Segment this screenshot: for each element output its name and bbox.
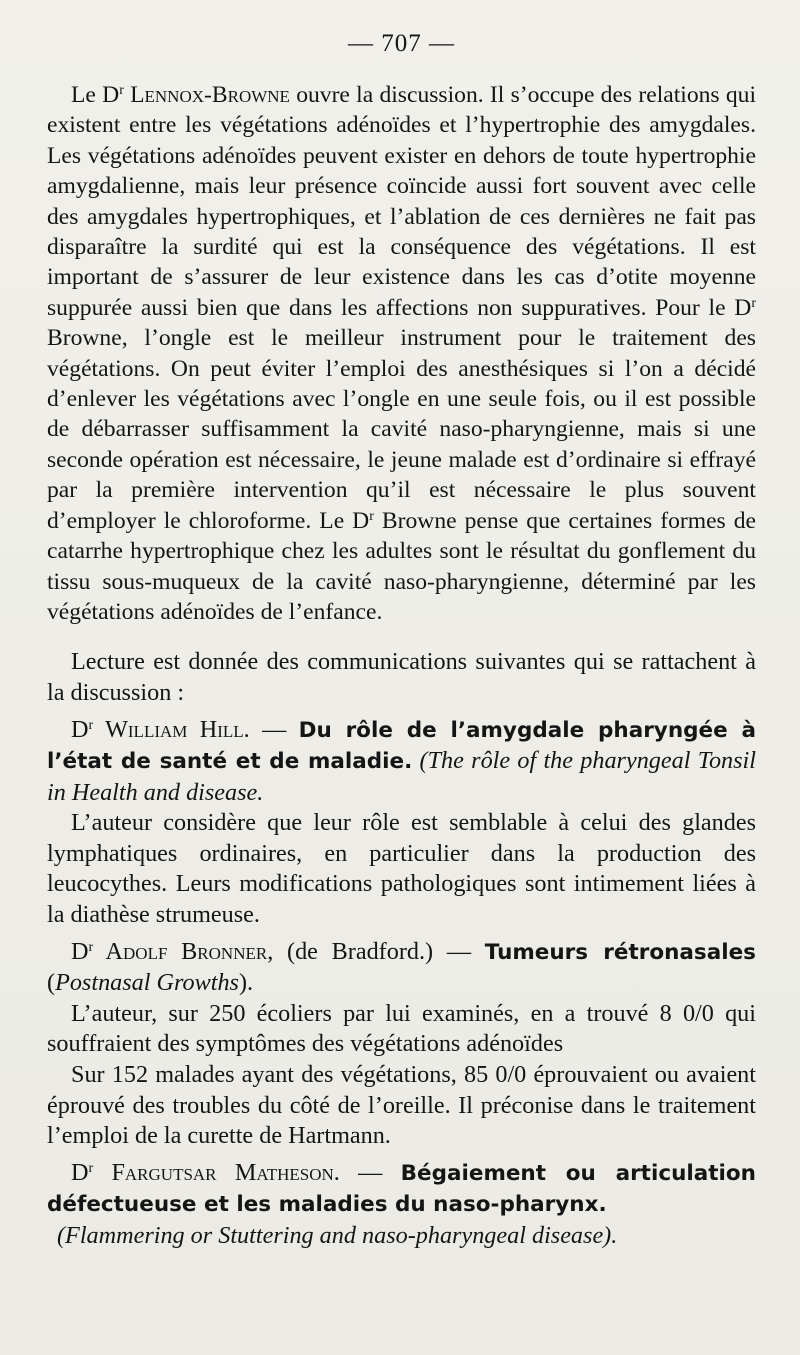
doctor-prefix: D [71,937,89,965]
place: (de Bradford.) — [273,937,485,965]
entry-title: Bégaiement ou articulation défectueuse et les maladies du naso-pharynx. [47,1160,756,1218]
entry-hill-body: L’auteur considère que leur rôle est semblable à celui des glandes lymphatiques ordinaires, en particulier dans la production des leucocythes. Leurs modifications pathologiques sont intimement liées à la diathèse strumeuse. [47,809,756,929]
doctor-sup: r [751,295,756,311]
author-name: Lennox-Browne [123,82,290,108]
english-title: Postnasal Growths [55,969,239,997]
entry-title: Du rôle de l’amygdale pharyngée à l’état de santé et de maladie. [47,717,756,775]
author-name: Fargutsar Matheson. [93,1158,340,1186]
doctor-sup: r [88,717,94,733]
paragraph-text: ouvre la discussion. Il s’occupe des relations qui existent entre les végétations adénoïdes et l’hypertrophie des amygdales. Les végétations adénoïdes peuvent exister en dehors de toute hypertrophie amygdalienne, mais leur présence coïncide aussi fort souvent avec celle des amygdales hypertrophiques, et l’ablation de ces dernières ne fait pas disparaître la surdité qui est la conséquence des végétations. Il est important de s’assurer de leur existence dans les cas d’otite moyenne suppurée aussi bien que dans les affections non suppuratives. Pour le D [47,82,757,321]
entry-bronner-body-2: Sur 152 malades ayant des végétations, 85 0/0 éprouvaient ou avaient éprouvé des troubles du côté de l’oreille. Il préconise dans le traitement l’emploi de la curette de Hartmann. [47,1061,756,1150]
entry-title: Tumeurs rétronasales [484,939,756,965]
entry-matheson-english: (Flammering or Stuttering and naso-pharyngeal disease). [57,1222,618,1249]
dash: — [249,715,299,743]
paren: ( [47,969,56,997]
entry-matheson-heading [47,1158,756,1221]
dash: — [339,1158,401,1186]
paren: ). [238,969,254,997]
doctor-prefix: Le D [71,82,120,108]
paragraph-text: Browne, l’ongle est le meilleur instrument pour le traitement des végétations. On peut éviter l’emploi des anesthésiques si l’on a décidé d’enlever les végétations avec l’ongle en une seule fois, ou il est possible de débarrasser suffisamment la cavité naso-pharyngienne, mais si une seconde opération est nécessaire, le jeune malade est d’ordinaire si effrayé par la première intervention qu’il est nécessaire le plus souvent d’employer le chloroforme. Le D [47,325,756,534]
entry-bronner-heading [47,937,756,999]
paragraph-text: Browne pense que certaines formes de catarrhe hypertrophique chez les adultes sont le résultat du gonflement du tissu sous-muqueux de la cavité naso-pharyngienne, déterminé par les végétations adénoïdes de l’enfance. [47,507,756,625]
page-number: — 707 — [348,30,455,57]
doctor-sup: r [88,1160,94,1176]
author-name: Adolf Bronner, [93,937,274,965]
doctor-sup: r [88,939,94,955]
doctor-prefix: D [71,1158,89,1186]
entry-bronner-body-1: L’auteur, sur 250 écoliers par lui examinés, en a trouvé 8 0/0 qui souffraient des symptômes des végétations adénoïdes [47,999,756,1058]
doctor-sup: r [119,83,124,98]
english-title: (The rôle of the pharyngeal Tonsil in Health and disease. [47,747,756,806]
doctor-prefix: D [71,715,89,743]
doctor-sup: r [369,508,374,524]
author-name: William Hill. [93,715,250,743]
paragraph-lecture: Lecture est donnée des communications suivantes qui se rattachent à la discussion : [47,648,756,706]
entry-hill-heading [47,715,756,809]
paragraph-lennox-browne [47,80,756,627]
